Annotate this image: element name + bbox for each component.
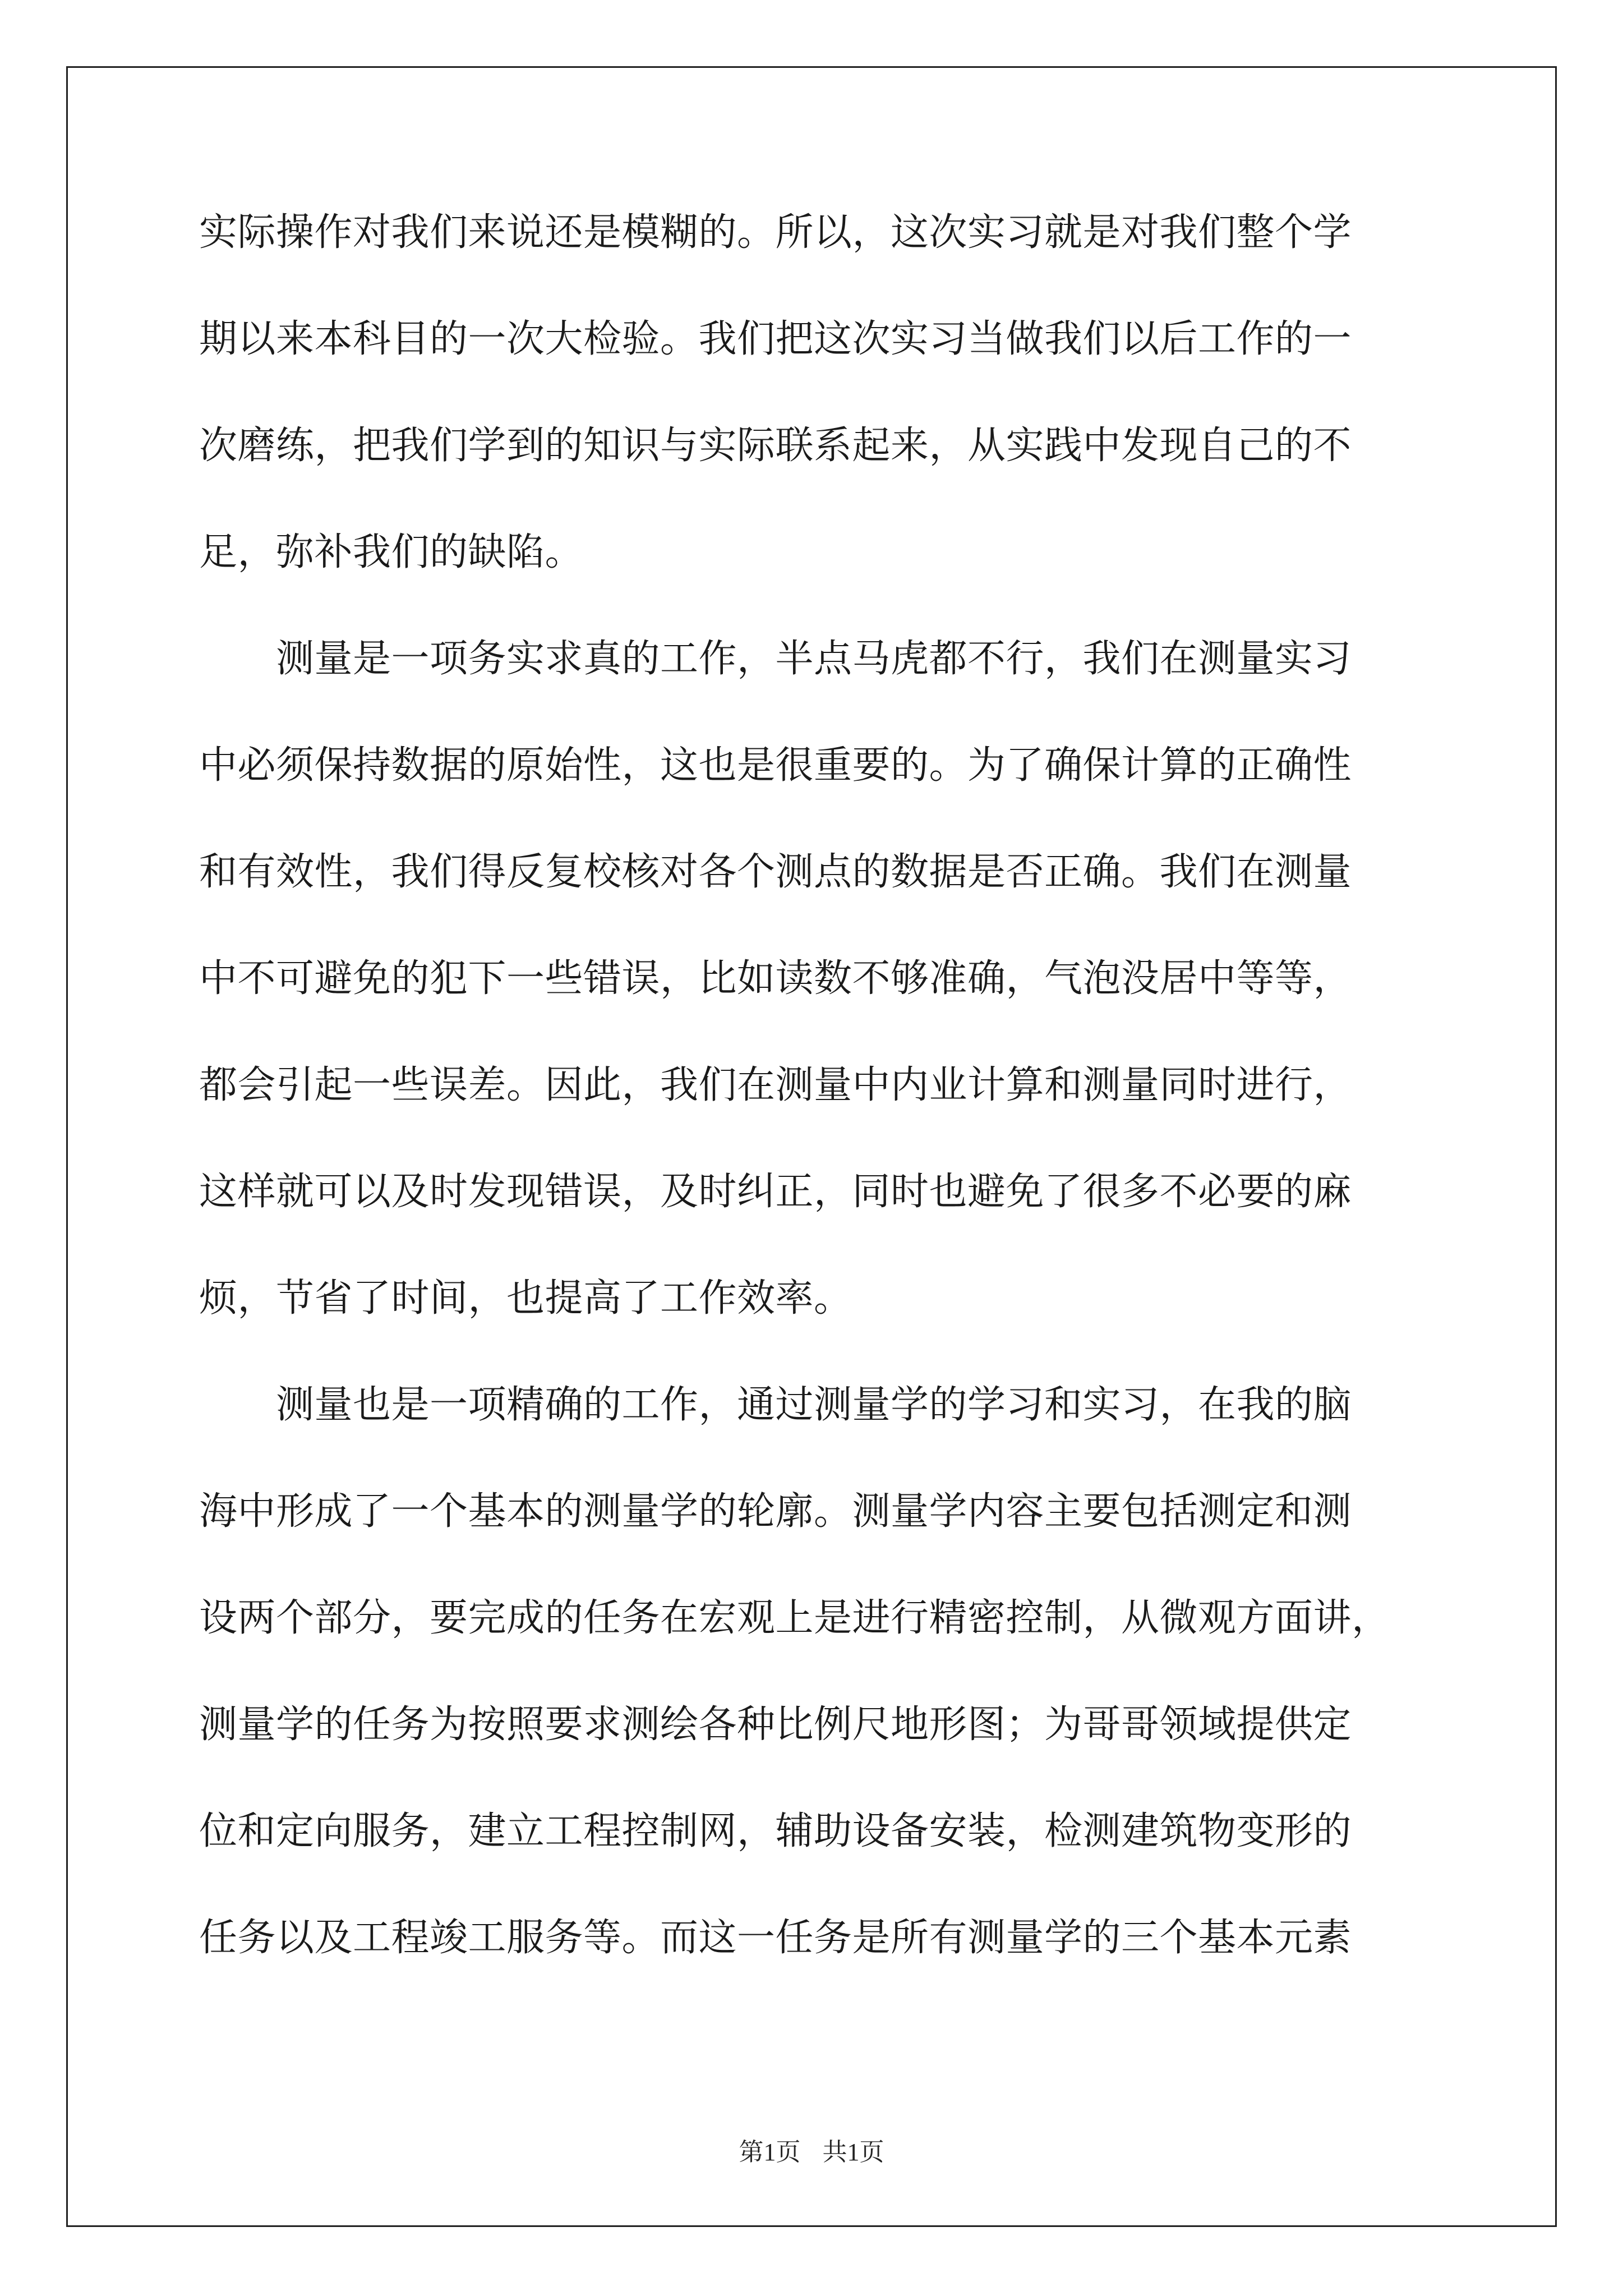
text-line: 任务以及工程竣工服务等。而这一任务是所有测量学的三个基本元素 xyxy=(199,1916,1352,1960)
text-line: 实际操作对我们来说还是模糊的。所以，这次实习就是对我们整个学 xyxy=(199,210,1352,255)
text-line: 次磨练，把我们学到的知识与实际联系起来，从实践中发现自己的不 xyxy=(199,424,1352,468)
text-line: 期以来本科目的一次大检验。我们把这次实习当做我们以后工作的一 xyxy=(199,317,1352,361)
text-line: 这样就可以及时发现错误，及时纠正，同时也避免了很多不必要的麻 xyxy=(199,1170,1352,1214)
text-line: 和有效性，我们得反复校核对各个测点的数据是否正确。我们在测量 xyxy=(199,850,1352,894)
text-line: 都会引起一些误差。因此，我们在测量中内业计算和测量同时进行， xyxy=(199,1063,1352,1107)
text-line: 中不可避免的犯下一些错误，比如读数不够准确，气泡没居中等等， xyxy=(199,956,1352,1001)
text-line: 足，弥补我们的缺陷。 xyxy=(199,530,584,574)
page-total: 共1页 xyxy=(822,2138,884,2166)
text-line: 测量学的任务为按照要求测绘各种比例尺地形图；为哥哥领域提供定 xyxy=(199,1703,1352,1747)
paragraph-start-line: 测量是一项务实求真的工作，半点马虎都不行，我们在测量实习 xyxy=(199,637,1352,681)
document-body xyxy=(199,210,1433,2025)
text-line: 设两个部分，要完成的任务在宏观上是进行精密控制，从微观方面讲， xyxy=(199,1596,1390,1640)
page-number: 第1页 xyxy=(739,2138,801,2166)
text-line: 海中形成了一个基本的测量学的轮廓。测量学内容主要包括测定和测 xyxy=(199,1489,1352,1534)
text-line: 位和定向服务，建立工程控制网，辅助设备安装，检测建筑物变形的 xyxy=(199,1809,1352,1853)
text-line: 烦，节省了时间，也提高了工作效率。 xyxy=(199,1276,852,1320)
text-line: 中必须保持数据的原始性，这也是很重要的。为了确保计算的正确性 xyxy=(199,743,1352,788)
paragraph-start-line: 测量也是一项精确的工作，通过测量学的学习和实习，在我的脑 xyxy=(199,1383,1352,1427)
page-footer xyxy=(0,2132,1623,2168)
